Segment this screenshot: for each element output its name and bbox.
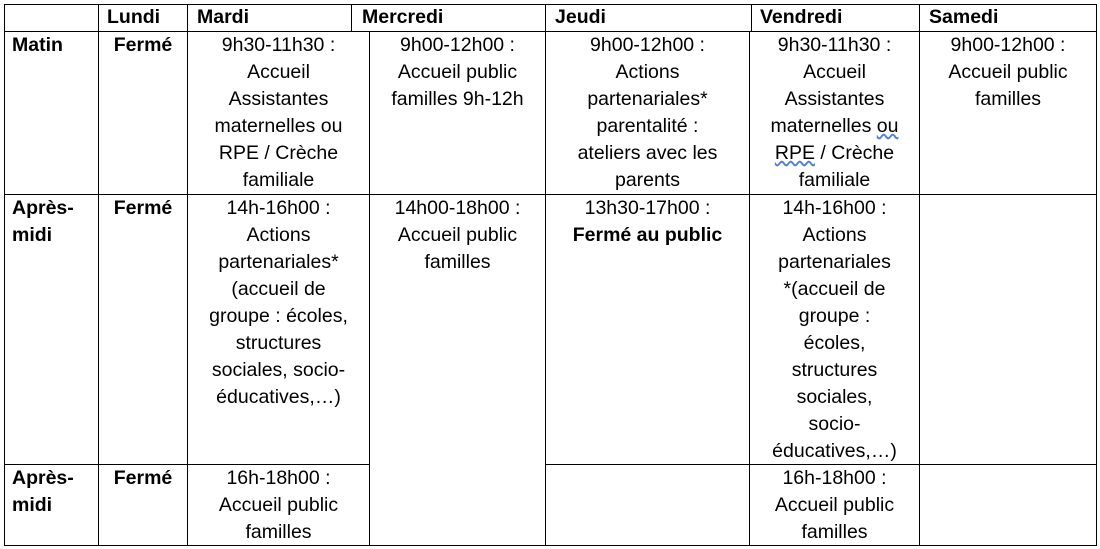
header-samedi: Samedi — [929, 6, 999, 28]
vendredi-text-2: / Crèche familiale — [798, 142, 895, 191]
table-border-bottom — [4, 545, 1097, 546]
cell-am1-mercredi: 14h00-18h00 : Accueil public familles — [394, 197, 521, 273]
jeudi-am-status: Fermé au public — [572, 224, 723, 246]
header-mardi: Mardi — [197, 6, 250, 28]
header-lundi: Lundi — [107, 6, 161, 28]
cell-matin-lundi: Fermé — [113, 34, 173, 56]
cell-am2-lundi: Fermé — [113, 467, 173, 489]
cell-matin-samedi: 9h00-12h00 : Accueil public familles — [948, 34, 1068, 110]
vendredi-text-rpe: RPE — [774, 142, 815, 164]
header-jeudi: Jeudi — [555, 6, 606, 28]
col-divider-5-header — [751, 4, 752, 32]
table-border-left — [4, 4, 5, 546]
cell-am2-vendredi: 16h-18h00 : Accueil public familles — [774, 467, 895, 543]
col-divider-3-header — [351, 4, 352, 32]
header-mercredi: Mercredi — [362, 6, 444, 28]
cell-matin-mercredi: 9h00-12h00 : Accueil public familles 9h-12h — [391, 34, 524, 110]
row-label-apres-midi-2: Après- midi — [12, 467, 74, 516]
row-label-apres-midi-1: Après- midi — [12, 197, 74, 246]
cell-am1-vendredi: 14h-16h00 : Actions partenariales *(accueil de groupe : écoles, structures sociales, socio- éducatives,…) — [772, 197, 897, 462]
cell-matin-mardi: 9h30-11h30 : Accueil Assistantes maternelles ou RPE / Crèche familiale — [214, 34, 343, 191]
cell-am1-mardi: 14h-16h00 : Actions partenariales* (accueil de groupe : écoles, structures sociales, socio- éducatives,…) — [209, 197, 348, 408]
cell-am1-lundi: Fermé — [113, 197, 173, 219]
cell-am1-jeudi — [546, 195, 749, 249]
vendredi-text-1: 9h30-11h30 : Accueil Assistantes maternelles — [770, 34, 892, 137]
header-vendredi: Vendredi — [760, 6, 843, 28]
row-label-matin: Matin — [12, 34, 63, 56]
cell-matin-jeudi: 9h00-12h00 : Actions partenariales* parentalité : ateliers avec les parents — [577, 34, 718, 191]
jeudi-am-time: 13h30-17h00 : — [584, 197, 711, 219]
vendredi-text-ou: ou — [876, 115, 899, 137]
cell-am2-mardi: 16h-18h00 : Accueil public familles — [218, 467, 339, 543]
cell-matin-vendredi — [750, 32, 919, 194]
table-border-right — [1096, 4, 1097, 546]
